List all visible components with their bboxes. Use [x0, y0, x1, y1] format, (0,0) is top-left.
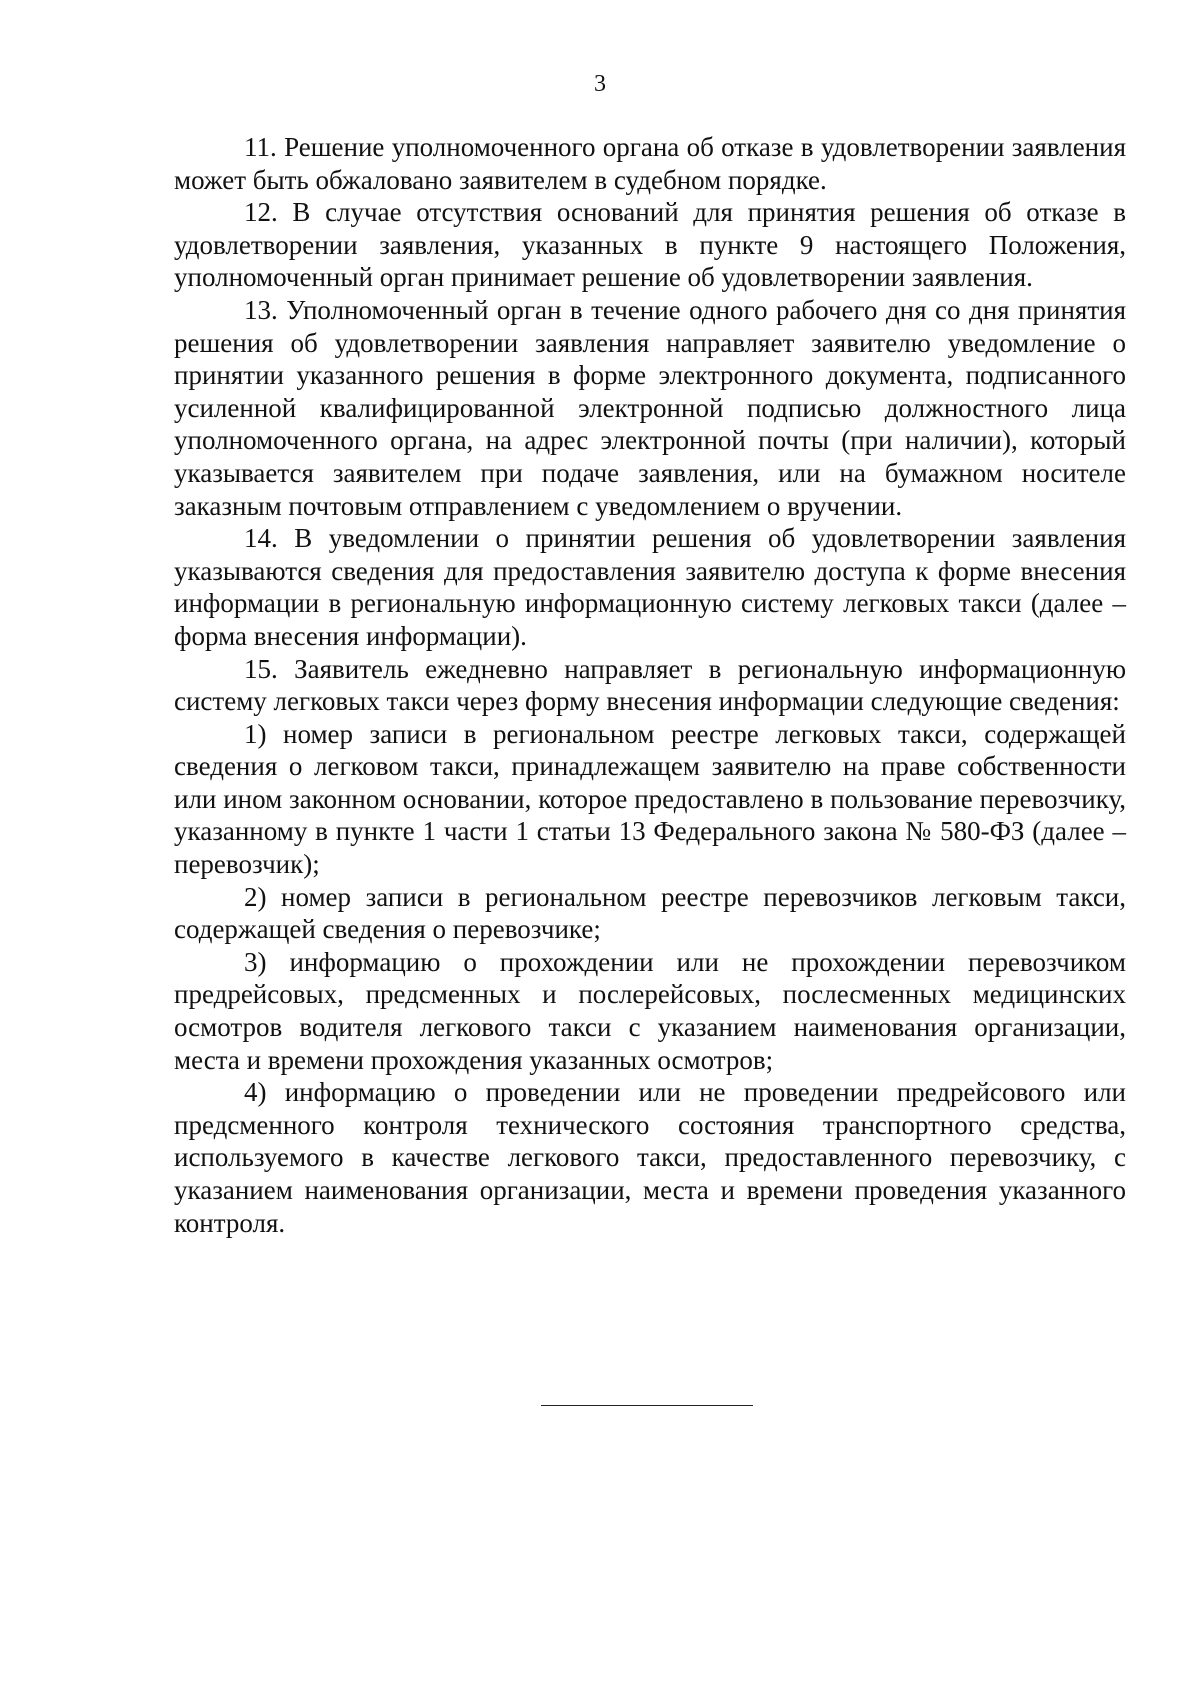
document-body	[174, 131, 1126, 1239]
paragraph-13: 13. Уполномоченный орган в течение одного рабочего дня со дня принятия решения об удовлетворении заявления направляет заявителю уведомление о принятии указанного решения в форме электронного документа, подписанного усиленной квалифицированной электронной подписью должностного лица уполномоченного органа, на адрес электронной почты (при наличии), который указывается заявителем при подаче заявления, или на бумажном носителе заказным почтовым отправлением с уведомлением о вручении.	[174, 294, 1126, 521]
page-number: 3	[594, 71, 606, 97]
paragraph-14: 14. В уведомлении о принятии решения об удовлетворении заявления указываются сведения для предоставления заявителю доступа к форме внесения информации в региональную информационную систему легковых такси (далее – форма внесения информации).	[174, 523, 1126, 651]
end-separator-line	[541, 1405, 753, 1406]
list-item-2: 2) номер записи в региональном реестре перевозчиков легковым такси, содержащей сведения о перевозчике;	[174, 881, 1126, 945]
paragraph-15: 15. Заявитель ежедневно направляет в региональную информационную систему легковых такси через форму внесения информации следующие сведения:	[174, 653, 1126, 717]
list-item-4: 4) информацию о проведении или не проведении предрейсового или предсменного контроля технического состояния транспортного средства, используемого в качестве легкового такси, предоставленного перевозчику, с указанием наименования организации, места и времени проведения указанного контроля.	[174, 1077, 1126, 1238]
paragraph-11: 11. Решение уполномоченного органа об отказе в удовлетворении заявления может быть обжаловано заявителем в судебном порядке.	[174, 132, 1126, 195]
list-item-3: 3) информацию о прохождении или не прохождении перевозчиком предрейсовых, предсменных и послерейсовых, послесменных медицинских осмотров водителя легкового такси с указанием наименования организации, места и времени прохождения указанных осмотров;	[174, 946, 1126, 1075]
list-item-1: 1) номер записи в региональном реестре легковых такси, содержащей сведения о легковом такси, принадлежащем заявителю на праве собственности или ином законном основании, которое предоставлено в пользование перевозчику, указанному в пункте 1 части 1 статьи 13 Федерального закона № 580-ФЗ (далее – перевозчик);	[174, 718, 1126, 880]
paragraph-12: 12. В случае отсутствия оснований для принятия решения об отказе в удовлетворении заявления, указанных в пункте 9 настоящего Положения, уполномоченный орган принимает решение об удовлетворении заявления.	[174, 197, 1126, 293]
